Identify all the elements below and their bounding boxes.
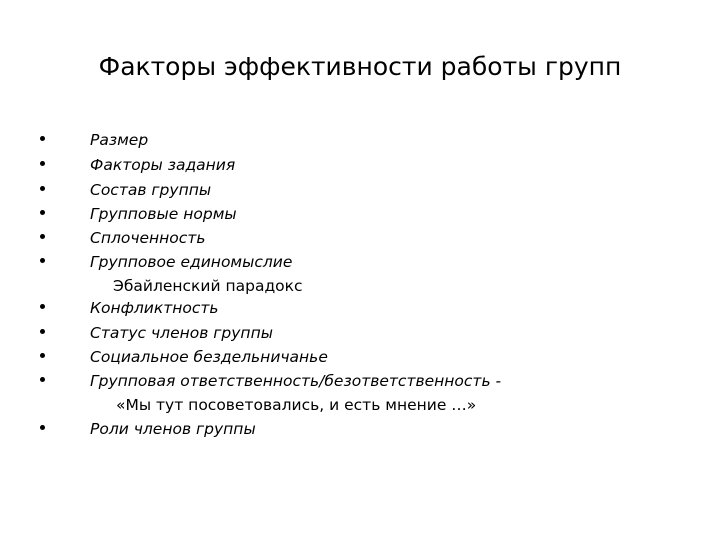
list-item bbox=[0, 298, 720, 320]
list-item-label: Конфликтность bbox=[90, 299, 219, 317]
bullet-icon bbox=[40, 186, 45, 191]
list-item bbox=[0, 252, 720, 274]
bullet-icon bbox=[40, 304, 45, 309]
bullet-icon bbox=[40, 377, 45, 382]
list-item-label: Групповая ответственность/безответственность - bbox=[90, 372, 502, 390]
list-item-label: Состав группы bbox=[90, 181, 212, 199]
bullet-icon bbox=[40, 161, 45, 166]
bullet-icon bbox=[40, 258, 45, 263]
list-item bbox=[0, 180, 720, 202]
bullet-icon bbox=[40, 425, 45, 430]
bullet-icon bbox=[40, 136, 45, 141]
bullet-icon bbox=[40, 234, 45, 239]
list-item-sub bbox=[0, 276, 720, 298]
bullet-icon bbox=[40, 329, 45, 334]
bullet-icon bbox=[40, 210, 45, 215]
list-item-label: Статус членов группы bbox=[90, 324, 273, 342]
list-item bbox=[0, 371, 720, 393]
list-item-label: Факторы задания bbox=[90, 156, 236, 174]
list-item-label: Групповое единомыслие bbox=[90, 253, 293, 271]
list-item-label: Роли членов группы bbox=[90, 420, 256, 438]
list-item bbox=[0, 155, 720, 177]
list-item-label: Размер bbox=[90, 131, 149, 149]
list-item-sub-label: Эбайленский парадокс bbox=[113, 277, 303, 295]
list-item-sub-label: «Мы тут посоветовались, и есть мнение …» bbox=[116, 396, 477, 414]
list-item bbox=[0, 228, 720, 250]
list-item bbox=[0, 419, 720, 441]
list-item bbox=[0, 323, 720, 345]
list-item-sub bbox=[0, 395, 720, 417]
list-item-label: Социальное бездельничанье bbox=[90, 348, 328, 366]
list-item bbox=[0, 130, 720, 152]
list-item-label: Групповые нормы bbox=[90, 205, 237, 223]
list-item-label: Сплоченность bbox=[90, 229, 206, 247]
list-item bbox=[0, 347, 720, 369]
bullet-icon bbox=[40, 353, 45, 358]
list-item bbox=[0, 204, 720, 226]
slide-title: Факторы эффективности работы групп bbox=[98, 52, 622, 81]
